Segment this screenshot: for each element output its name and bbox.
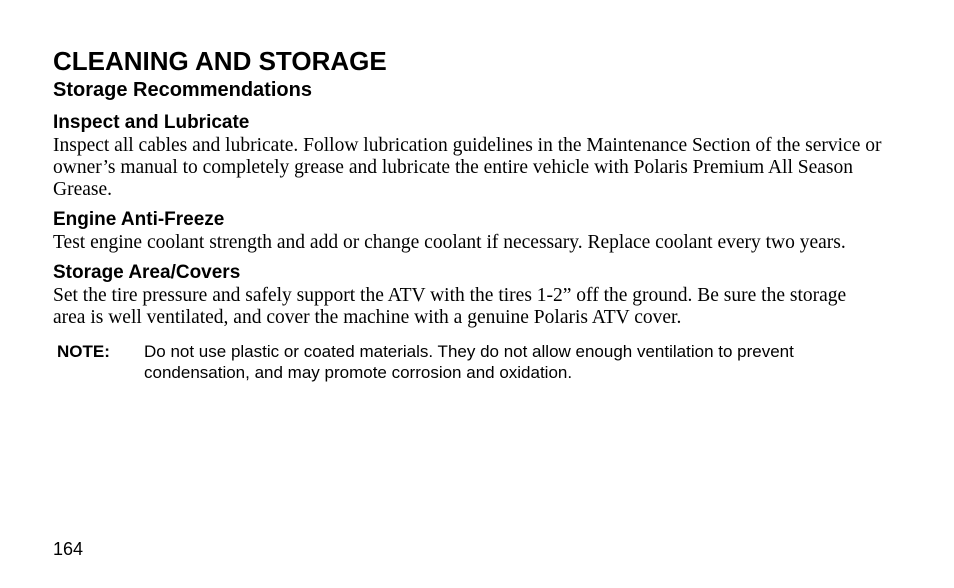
note-block: [57, 341, 883, 383]
section-title: CLEANING AND STORAGE: [53, 46, 387, 76]
subsection-storage-area-covers: [53, 262, 883, 329]
note-text: Do not use plastic or coated materials. They do not allow enough ventilation to prevent condensation, and may promote corrosion and oxidation.: [144, 342, 794, 382]
page-number: 164: [53, 539, 84, 559]
manual-page: [53, 44, 883, 383]
subsection-heading: Storage Area/Covers: [53, 262, 241, 283]
note-label: NOTE:: [57, 342, 110, 361]
section-subtitle: Storage Recommendations: [53, 79, 312, 101]
subsection-inspect-lubricate: [53, 112, 883, 201]
subsection-text: Inspect all cables and lubricate. Follow lubrication guidelines in the Maintenance Section of the service or owner’s manual to completely grease and lubricate the entire vehicle with Polaris Premium All Season Grease.: [53, 135, 882, 200]
subsection-heading: Inspect and Lubricate: [53, 112, 250, 133]
subsection-heading: Engine Anti-Freeze: [53, 209, 225, 230]
subsection-engine-anti-freeze: [53, 209, 883, 254]
subsection-text: Test engine coolant strength and add or change coolant if necessary. Replace coolant every two years.: [53, 232, 846, 253]
subsection-text: Set the tire pressure and safely support the ATV with the tires 1-2” off the ground. Be sure the storage area is well ventilated, and cover the machine with a genuine Polaris ATV cover.: [53, 285, 847, 328]
